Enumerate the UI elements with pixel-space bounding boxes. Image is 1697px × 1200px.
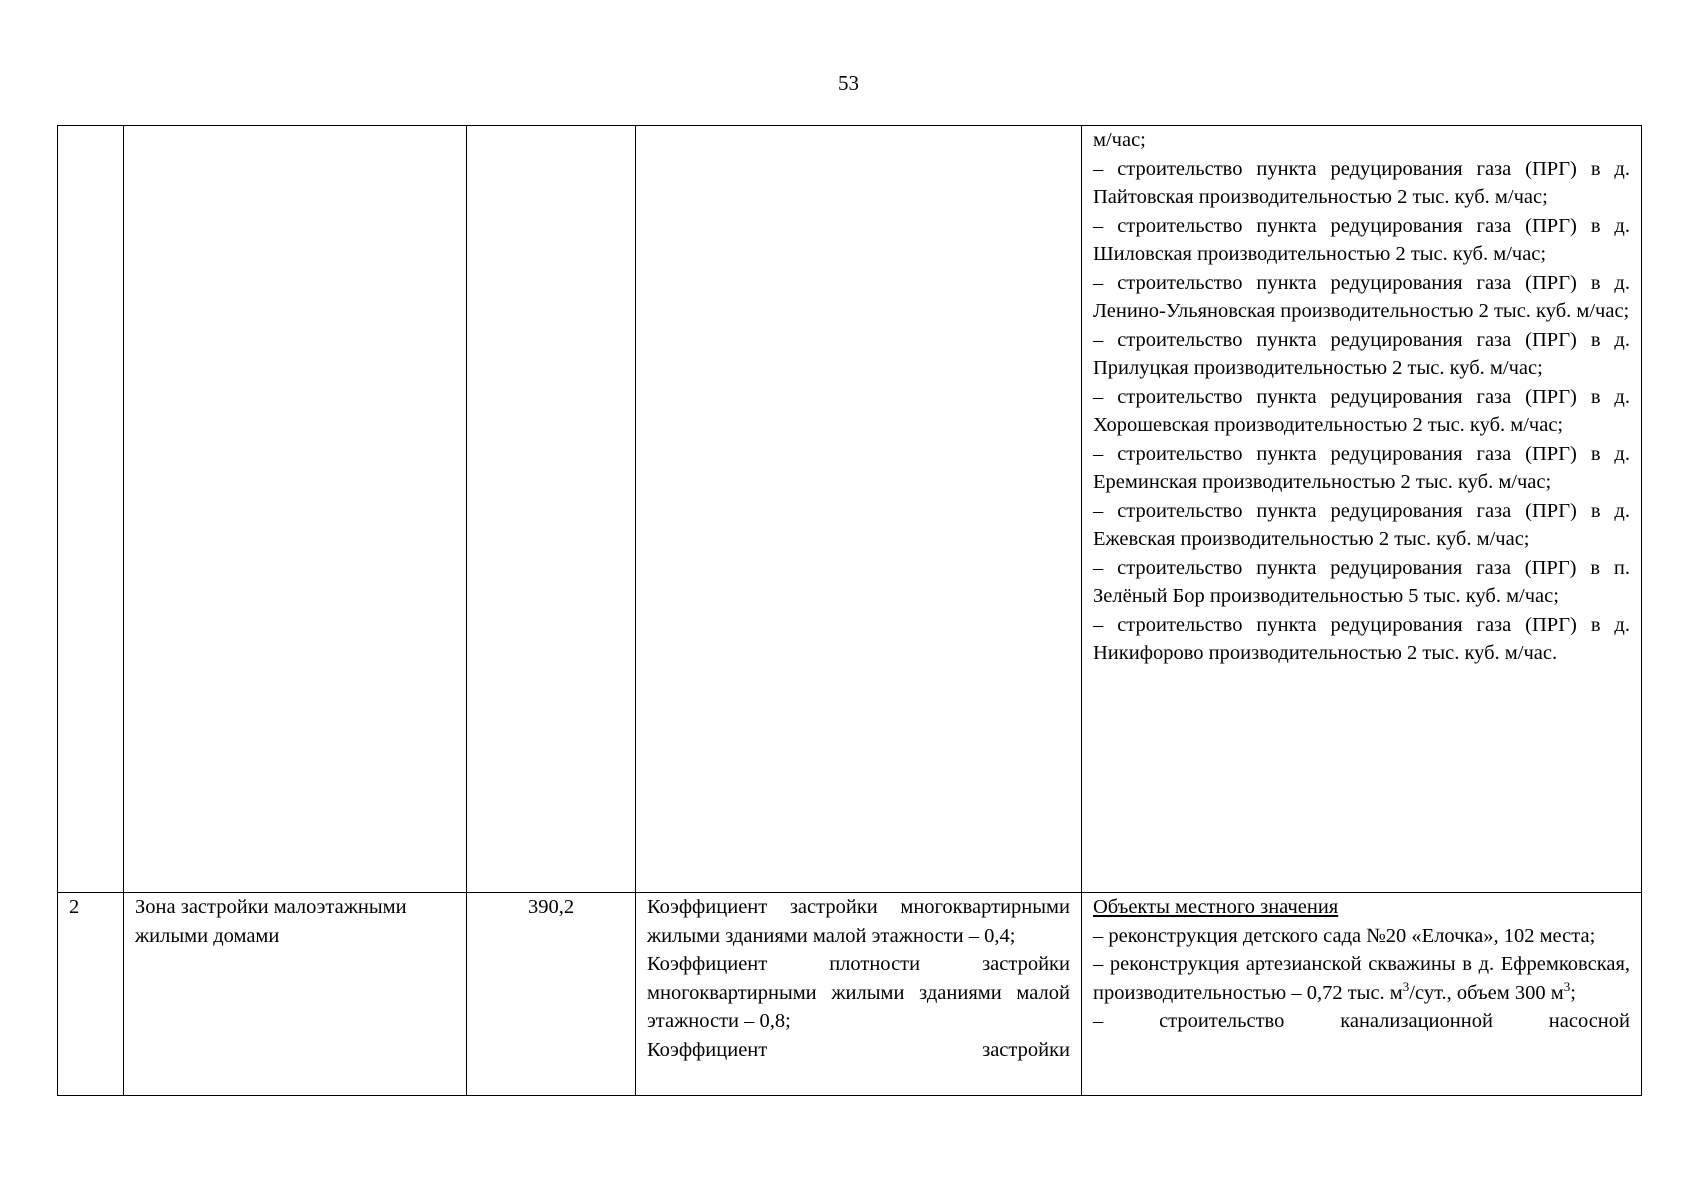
measures-cell (1082, 893, 1642, 1096)
zone-cell: Зона застройки малоэтажными жилыми домами (124, 893, 467, 1096)
number-cell (58, 126, 124, 893)
measures-heading: Объекты местного значения (1093, 896, 1339, 918)
area-cell: 390,2 (467, 893, 636, 1096)
params-cell (636, 126, 1082, 893)
well-sup: 3 (1402, 978, 1410, 994)
zone-cell (124, 126, 467, 893)
page-number: 53 (838, 71, 859, 95)
measures-cell (1082, 126, 1642, 893)
measure-item-well (1093, 950, 1630, 1007)
measure-item: – строительство пункта редуцирования газа (ПРГ) в д. Шиловская производительностью 2 тыс. куб. м/час; (1093, 214, 1630, 265)
param-item: Коэффициент плотности застройки многоквартирными жилыми зданиями малой этажности – 0,8; (647, 953, 1070, 1032)
params-cell (636, 893, 1082, 1096)
area-cell (467, 126, 636, 893)
measure-item: – строительство пункта редуцирования газа (ПРГ) в д. Никифорово производительностью 2 тыс. куб. м/час. (1093, 613, 1630, 664)
well-text: ; (1570, 981, 1576, 1004)
measure-item: – строительство пункта редуцирования газа (ПРГ) в д. Прилуцкая производительностью 2 тыс. куб. м/час; (1093, 328, 1630, 379)
well-text: – реконструкция артезианской скважины в д. Ефремковская, производительностью – 0,72 тыс. м (1093, 953, 1630, 1004)
well-sup: 3 (1563, 978, 1571, 994)
measure-item: – строительство пункта редуцирования газа (ПРГ) в д. Ереминская производительностью 2 тыс. куб. м/час; (1093, 442, 1630, 493)
param-item: Коэффициент застройки многоквартирными жилыми зданиями малой этажности – 0,4; (647, 896, 1070, 947)
param-item-cut: Коэффициент застройки (647, 1038, 1070, 1061)
zones-table (57, 125, 1642, 1096)
measure-item-cut: – строительство канализационной насосной (1093, 1010, 1630, 1032)
measure-item: – реконструкция детского сада №20 «Елочка», 102 места; (1093, 924, 1596, 947)
measure-item: – строительство пункта редуцирования газа (ПРГ) в д. Ленино-Ульяновская производительностью 2 тыс. куб. м/час; (1093, 271, 1630, 322)
measure-item: м/час; (1093, 129, 1146, 151)
number-cell: 2 (58, 893, 124, 1096)
measure-item: – строительство пункта редуцирования газа (ПРГ) в д. Пайтовская производительностью 2 тыс. куб. м/час; (1093, 157, 1630, 208)
well-text: /сут., объем 300 м (1409, 981, 1564, 1004)
measure-item: – строительство пункта редуцирования газа (ПРГ) в д. Хорошевская производительностью 2 тыс. куб. м/час; (1093, 385, 1630, 436)
table-row (58, 126, 1642, 893)
measure-item: – строительство пункта редуцирования газа (ПРГ) в п. Зелёный Бор производительностью 5 тыс. куб. м/час; (1093, 556, 1630, 607)
table-row (58, 893, 1642, 1096)
measure-item: – строительство пункта редуцирования газа (ПРГ) в д. Ежевская производительностью 2 тыс. куб. м/час; (1093, 499, 1630, 550)
